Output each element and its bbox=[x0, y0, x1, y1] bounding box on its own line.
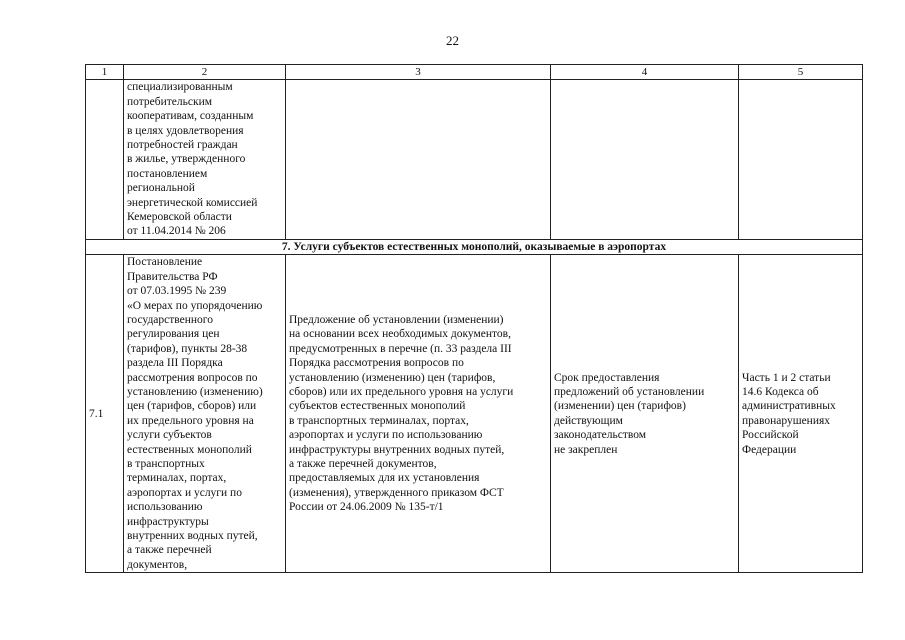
cell-text-line: специализированным bbox=[127, 81, 233, 94]
cell-text-line: сборов) или их предельного уровня на услуги bbox=[289, 385, 514, 398]
cell-text-line: в транспортных bbox=[127, 457, 205, 470]
cell-text-line: 14.6 Кодекса об bbox=[742, 385, 819, 398]
cell-text-line: потребностей граждан bbox=[127, 139, 238, 152]
cell-text-line: региональной bbox=[127, 182, 195, 195]
cell-text-line: в жилье, утвержденного bbox=[127, 153, 246, 166]
cell-text-line: административных bbox=[742, 400, 836, 413]
continued-cell-2 bbox=[124, 80, 286, 239]
cell-text-line: (изменении) цен (тарифов) bbox=[554, 400, 686, 413]
cell-text-line: документов, bbox=[127, 558, 188, 571]
cell-text-line: раздела III Порядка bbox=[127, 357, 223, 370]
cell-text-line: на основании всех необходимых документов, bbox=[289, 328, 511, 341]
cell-text-line: Российской bbox=[742, 429, 799, 442]
cell-text-line: от 07.03.1995 № 239 bbox=[127, 285, 227, 298]
cell-text-line: «О мерах по упорядочению bbox=[127, 299, 263, 312]
cell-text-line: регулирования цен bbox=[127, 328, 220, 341]
cell-text-line: Кемеровской области bbox=[127, 211, 232, 224]
row-legal-basis-cell bbox=[124, 255, 286, 573]
cell-text-line: рассмотрения вопросов по bbox=[127, 371, 258, 384]
continued-cell-1 bbox=[86, 80, 124, 239]
cell-text-line: предложений об установлении bbox=[554, 385, 705, 398]
cell-text-line: инфраструктуры внутренних водных путей, bbox=[289, 443, 505, 456]
page-number: 22 bbox=[446, 33, 459, 48]
cell-text-line: постановлением bbox=[127, 167, 208, 180]
continued-cell-5 bbox=[739, 80, 863, 239]
cell-text-line: цен (тарифов, сборов) или bbox=[127, 400, 257, 413]
cell-text-line: субъектов естественных монополий bbox=[289, 400, 466, 413]
table-row-continued bbox=[86, 80, 863, 239]
cell-text-line: от 11.04.2014 № 206 bbox=[127, 225, 226, 238]
cell-text-line: в транспортных терминалах, портах, bbox=[289, 414, 469, 427]
column-number-1: 1 bbox=[86, 65, 124, 80]
cell-text-line: не закреплен bbox=[554, 443, 618, 456]
cell-text-line: действующим bbox=[554, 414, 623, 427]
regulation-table bbox=[85, 64, 863, 573]
cell-text-line: (изменения), утвержденного приказом ФСТ bbox=[289, 486, 504, 499]
cell-text-line: их предельного уровня на bbox=[127, 414, 254, 427]
cell-text-line: в целях удовлетворения bbox=[127, 124, 244, 137]
cell-text-line: услуги субъектов bbox=[127, 429, 212, 442]
cell-text-line: терминалах, портах, bbox=[127, 472, 227, 485]
cell-text-line: аэропортах и услуги по bbox=[127, 486, 242, 499]
cell-text-line: законодательством bbox=[554, 429, 647, 442]
column-number-3: 3 bbox=[286, 65, 551, 80]
cell-text-line: а также перечней bbox=[127, 544, 212, 557]
cell-text-line: естественных монополий bbox=[127, 443, 252, 456]
cell-text-line: Часть 1 и 2 статьи bbox=[742, 371, 831, 384]
cell-text-line: правонарушениях bbox=[742, 414, 831, 427]
cell-text-line: кооперативам, созданным bbox=[127, 110, 254, 123]
cell-text-line: использованию bbox=[127, 501, 203, 514]
cell-text-line: Правительства РФ bbox=[127, 270, 218, 283]
table-header-row bbox=[86, 65, 863, 80]
row-liability-cell bbox=[739, 255, 863, 573]
section-header-row bbox=[86, 239, 863, 254]
cell-text-line: Постановление bbox=[127, 256, 203, 269]
continued-cell-3 bbox=[286, 80, 551, 239]
column-number-4: 4 bbox=[551, 65, 739, 80]
cell-text-line: аэропортах и услуги по использованию bbox=[289, 429, 483, 442]
cell-text-line: предусмотренных в перечне (п. 33 раздела III bbox=[289, 342, 512, 355]
cell-text-line: внутренних водных путей, bbox=[127, 530, 258, 542]
cell-text-line: потребительским bbox=[127, 95, 213, 108]
row-document-cell bbox=[286, 255, 551, 573]
cell-text-line: Федерации bbox=[742, 443, 797, 456]
cell-text-line: предоставляемых для их установления bbox=[289, 472, 480, 485]
cell-text-line: энергетической комиссией bbox=[127, 196, 258, 209]
row-number: 7.1 bbox=[86, 255, 124, 573]
cell-text-line: установлению (изменению) цен (тарифов, bbox=[289, 371, 496, 384]
cell-text-line: России от 24.06.2009 № 135-т/1 bbox=[289, 501, 444, 514]
cell-text-line: инфраструктуры bbox=[127, 515, 209, 528]
cell-text-line: (тарифов), пункты 28-38 bbox=[127, 342, 248, 355]
table-row-7-1 bbox=[86, 255, 863, 573]
cell-text-line: Срок предоставления bbox=[554, 371, 660, 384]
cell-text-line: Предложение об установлении (изменении) bbox=[289, 313, 504, 326]
column-number-2: 2 bbox=[124, 65, 286, 80]
row-deadline-cell bbox=[551, 255, 739, 573]
column-number-5: 5 bbox=[739, 65, 863, 80]
continued-cell-4 bbox=[551, 80, 739, 239]
cell-text-line: государственного bbox=[127, 313, 213, 326]
cell-text-line: Порядка рассмотрения вопросов по bbox=[289, 357, 464, 370]
cell-text-line: установлению (изменению) bbox=[127, 385, 263, 398]
cell-text-line: а также перечней документов, bbox=[289, 457, 437, 470]
section-title: 7. Услуги субъектов естественных монополий, оказываемые в аэропортах bbox=[86, 239, 863, 254]
